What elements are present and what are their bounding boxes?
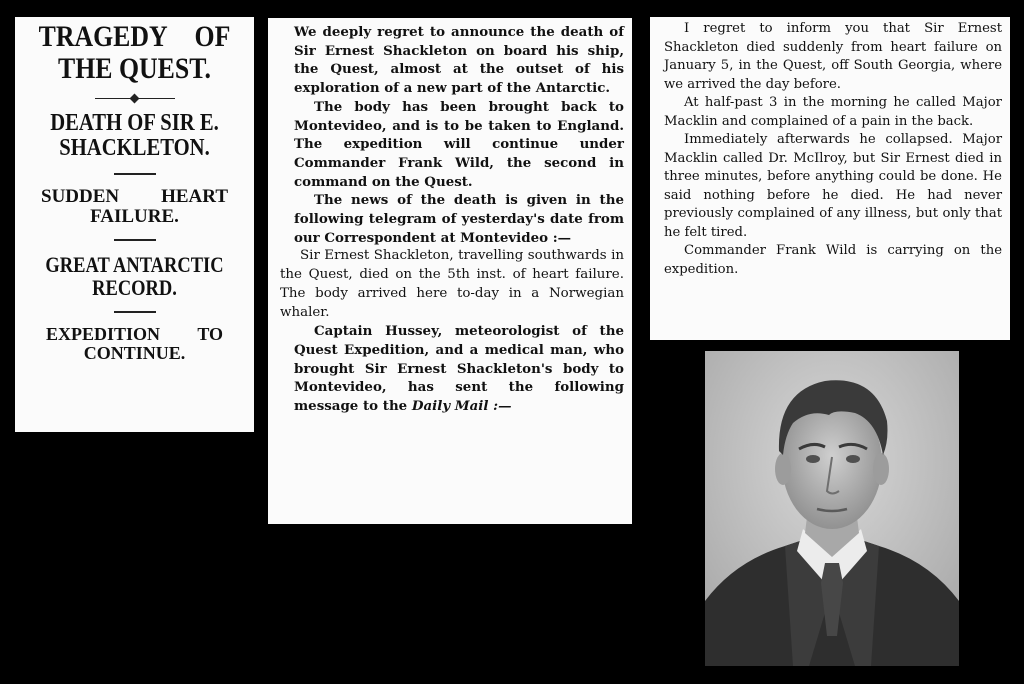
message-paragraph: I regret to inform you that Sir Ernest Shackleton died suddenly from heart failure on January 5, in the Quest, off South Georgia, where we arrived the day before. <box>664 21 1002 92</box>
message-paragraph: Immediately afterwards he collapsed. Major Macklin called Dr. McIlroy, but Sir Ernest died in three minutes, before anything could be done. He said nothing before he died. He had never previously complained of any illness, but only that he felt tired. <box>664 132 1002 240</box>
headline-word: TO <box>197 324 223 345</box>
article-paragraph <box>294 322 624 416</box>
headline-line: THE QUEST. <box>58 51 211 85</box>
main-headline <box>39 21 231 84</box>
article-paragraph: The body has been brought back to Montevideo, and is to be taken to England. The expedition will continue under Commander Frank Wild, the second in command on the Quest. <box>294 98 624 190</box>
headline-word: TRAGEDY <box>38 20 168 53</box>
headline-column <box>15 17 254 432</box>
newspaper-name: Daily Mail :— <box>411 398 512 415</box>
portrait-photo <box>705 351 959 666</box>
headline-line: SHACKLETON. <box>59 135 210 162</box>
headline-line: FAILURE. <box>90 206 179 228</box>
article-paragraph: The news of the death is given in the following telegram of yesterday's date from our Correspondent at Montevideo :— <box>294 192 624 246</box>
portrait-illustration <box>705 351 959 666</box>
message-paragraph: At half-past 3 in the morning he called Major Macklin and complained of a pain in the back. <box>664 95 1002 129</box>
rule-divider <box>114 311 156 313</box>
headline-line: GREAT ANTARCTIC <box>45 252 224 278</box>
article-paragraph: We deeply regret to announce the death of Sir Ernest Shackleton on board his ship, the Quest, almost at the outset of his exploration of a new part of the Antarctic. <box>294 24 624 97</box>
headline-word: EXPEDITION <box>46 324 161 345</box>
message-paragraph: Commander Frank Wild is carrying on the expedition. <box>664 243 1002 277</box>
headline-word: OF <box>194 20 231 53</box>
message-column <box>650 17 1010 340</box>
ornament-divider <box>95 94 175 103</box>
death-headline <box>39 111 231 161</box>
rule-divider <box>114 173 156 175</box>
article-column <box>268 18 632 524</box>
headline-line: CONTINUE. <box>83 343 186 364</box>
record-headline <box>41 253 228 299</box>
headline-word: HEART <box>161 186 228 208</box>
headline-line: DEATH OF SIR E. <box>50 110 219 136</box>
headline-line: RECORD. <box>92 275 177 301</box>
paragraph-text: Captain Hussey, meteorologist of the Quest Expedition, and a medical man, who brought Sir Ernest Shackleton's body to Montevideo, has sent the following message to the <box>294 323 624 415</box>
rule-divider <box>114 239 156 241</box>
sudden-failure-headline <box>23 187 246 227</box>
expedition-headline <box>23 325 246 363</box>
headline-word: SUDDEN <box>41 186 120 208</box>
telegram-paragraph: Sir Ernest Shackleton, travelling southwards in the Quest, died on the 5th inst. of heart failure. The body arrived here to-day in a Norwegian whaler. <box>280 248 624 320</box>
